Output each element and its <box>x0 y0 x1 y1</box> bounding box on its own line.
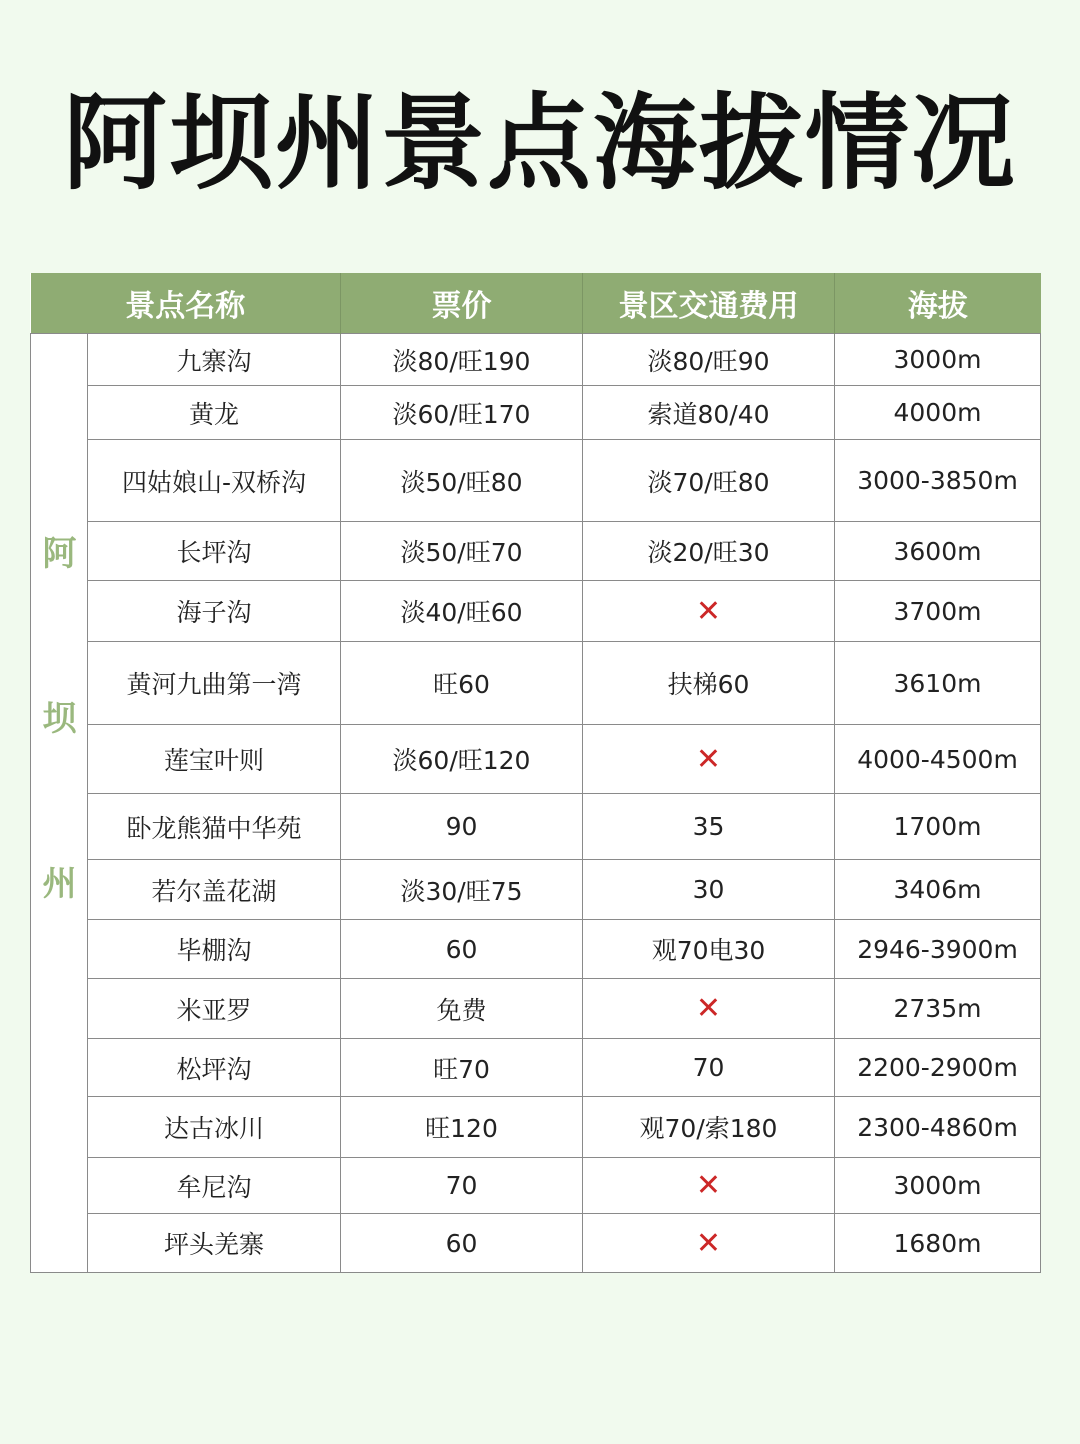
cell-name-text: 海子沟 <box>176 598 252 627</box>
cell-transport <box>583 581 835 642</box>
cell-name-text: 长坪沟 <box>176 538 252 567</box>
cell-transport <box>583 725 835 794</box>
cell-altitude-text: 3610m <box>893 668 982 698</box>
cell-price <box>341 522 583 581</box>
cell-transport <box>583 386 835 440</box>
cell-name-text: 达古冰川 <box>163 1114 264 1143</box>
cell-price-text: 60 <box>445 1228 478 1258</box>
table-row <box>31 1158 1041 1214</box>
cell-altitude <box>835 725 1041 794</box>
header-price: 票价 <box>341 273 583 334</box>
cell-name-text: 松坪沟 <box>176 1054 252 1084</box>
table-row <box>31 1097 1041 1158</box>
cell-transport <box>583 522 835 581</box>
cell-altitude <box>835 1214 1041 1273</box>
table-row <box>31 979 1041 1039</box>
cell-altitude-text: 1700m <box>893 812 982 841</box>
table-row <box>31 522 1041 581</box>
region-label-char: 阿 <box>42 534 77 574</box>
cell-altitude <box>835 1158 1041 1214</box>
cell-altitude <box>835 642 1041 725</box>
cell-name <box>88 522 341 581</box>
cell-name-text: 莲宝叶则 <box>163 746 264 775</box>
cell-transport <box>583 794 835 860</box>
cell-name-text: 黄河九曲第一湾 <box>126 670 302 699</box>
page-title: 阿坝州景点海拔情况 <box>62 82 1017 204</box>
cell-price <box>341 1097 583 1158</box>
cell-altitude-text: 1680m <box>893 1228 982 1258</box>
cell-altitude <box>835 334 1041 386</box>
cell-altitude <box>835 386 1041 440</box>
table-row <box>31 642 1041 725</box>
cell-altitude <box>835 860 1041 920</box>
cell-price-text: 淡40/旺60 <box>400 598 523 627</box>
cell-altitude <box>835 920 1041 979</box>
cell-transport <box>583 642 835 725</box>
cell-price-text: 60 <box>445 934 478 964</box>
cell-price <box>341 860 583 920</box>
cell-name-text: 坪头羌寨 <box>163 1230 264 1259</box>
cell-altitude-text: 3700m <box>893 596 982 626</box>
cell-transport-text: 30 <box>692 875 725 904</box>
cell-altitude <box>835 581 1041 642</box>
cell-name <box>88 1097 341 1158</box>
cell-price <box>341 1214 583 1273</box>
not-available-mark: ✕ <box>695 593 722 629</box>
table-row <box>31 581 1041 642</box>
cell-altitude <box>835 522 1041 581</box>
cell-name-text: 毕棚沟 <box>176 936 252 965</box>
cell-name-text: 卧龙熊猫中华苑 <box>126 813 302 843</box>
cell-name <box>88 440 341 522</box>
cell-price <box>341 386 583 440</box>
cell-price-text: 淡50/旺70 <box>400 538 523 567</box>
header-altitude: 海拔 <box>835 273 1041 334</box>
cell-name-text: 牟尼沟 <box>176 1172 252 1202</box>
cell-altitude <box>835 794 1041 860</box>
cell-transport-text: 淡80/旺90 <box>647 346 770 376</box>
cell-price-text: 淡60/旺170 <box>392 399 531 429</box>
not-available-mark: ✕ <box>695 741 722 777</box>
cell-name <box>88 794 341 860</box>
cell-transport <box>583 440 835 522</box>
cell-price-text: 90 <box>445 812 478 841</box>
not-available-mark: ✕ <box>695 991 722 1026</box>
cell-altitude-text: 3406m <box>893 875 982 904</box>
cell-name-text: 米亚罗 <box>176 995 252 1025</box>
region-cell <box>31 334 88 1273</box>
not-available-mark: ✕ <box>695 1225 722 1261</box>
cell-transport <box>583 1158 835 1214</box>
cell-name <box>88 1214 341 1273</box>
cell-name-text: 黄龙 <box>188 399 239 429</box>
cell-transport-text: 观70/索180 <box>639 1114 778 1143</box>
cell-altitude <box>835 440 1041 522</box>
cell-altitude-text: 3000-3850m <box>857 466 1018 495</box>
cell-transport-text: 淡70/旺80 <box>647 467 770 497</box>
cell-transport-text: 淡20/旺30 <box>647 538 770 567</box>
cell-name <box>88 334 341 386</box>
cell-price <box>341 1158 583 1214</box>
cell-altitude-text: 3000m <box>893 345 982 374</box>
table-row <box>31 860 1041 920</box>
cell-altitude-text: 2300-4860m <box>857 1112 1018 1142</box>
cell-name-text: 四姑娘山-双桥沟 <box>121 467 307 497</box>
table-row <box>31 920 1041 979</box>
cell-altitude <box>835 1097 1041 1158</box>
cell-price <box>341 581 583 642</box>
cell-price-text: 旺60 <box>433 670 490 699</box>
header-name: 景点名称 <box>31 273 341 334</box>
table-row <box>31 334 1041 386</box>
cell-price <box>341 979 583 1039</box>
cell-name <box>88 642 341 725</box>
region-label-char: 州 <box>42 864 77 904</box>
region-label-char: 坝 <box>42 699 77 739</box>
cell-transport <box>583 1097 835 1158</box>
cell-price <box>341 920 583 979</box>
cell-altitude-text: 3000m <box>893 1171 982 1200</box>
cell-transport <box>583 334 835 386</box>
cell-price <box>341 642 583 725</box>
cell-price-text: 淡30/旺75 <box>400 876 523 906</box>
table-row <box>31 1214 1041 1273</box>
cell-altitude <box>835 1039 1041 1097</box>
cell-name <box>88 581 341 642</box>
cell-transport <box>583 860 835 920</box>
cell-altitude-text: 4000m <box>893 398 982 427</box>
table-row <box>31 386 1041 440</box>
cell-price-text: 免费 <box>436 995 487 1025</box>
table-body <box>31 334 1041 1273</box>
cell-name <box>88 725 341 794</box>
cell-price <box>341 1039 583 1097</box>
attractions-table <box>30 273 1041 1273</box>
table-row <box>31 725 1041 794</box>
cell-altitude-text: 2946-3900m <box>857 934 1018 964</box>
cell-price <box>341 725 583 794</box>
cell-altitude <box>835 979 1041 1039</box>
cell-name <box>88 386 341 440</box>
cell-price-text: 70 <box>445 1171 478 1200</box>
cell-transport-text: 70 <box>692 1053 725 1082</box>
cell-name <box>88 979 341 1039</box>
table-header-row <box>31 273 1041 334</box>
cell-altitude-text: 2200-2900m <box>857 1053 1018 1082</box>
cell-price <box>341 794 583 860</box>
cell-transport-text: 扶梯60 <box>667 670 750 699</box>
cell-price <box>341 334 583 386</box>
cell-name <box>88 1039 341 1097</box>
cell-transport <box>583 920 835 979</box>
header-transport: 景区交通费用 <box>583 273 835 334</box>
table-row <box>31 1039 1041 1097</box>
table-row <box>31 794 1041 860</box>
cell-altitude-text: 4000-4500m <box>857 744 1018 774</box>
not-available-mark: ✕ <box>695 1168 722 1203</box>
cell-transport-text: 索道80/40 <box>647 399 770 429</box>
cell-price-text: 淡60/旺120 <box>392 746 531 775</box>
cell-altitude-text: 3600m <box>893 536 982 566</box>
cell-transport <box>583 979 835 1039</box>
cell-name-text: 若尔盖花湖 <box>151 876 277 906</box>
table-row <box>31 440 1041 522</box>
cell-price-text: 旺70 <box>433 1054 490 1084</box>
cell-price-text: 淡80/旺190 <box>392 346 531 376</box>
cell-transport <box>583 1214 835 1273</box>
cell-price-text: 淡50/旺80 <box>400 467 523 497</box>
cell-name-text: 九寨沟 <box>176 346 252 376</box>
cell-price-text: 旺120 <box>425 1114 498 1143</box>
cell-transport-text: 观70电30 <box>651 936 766 965</box>
cell-price <box>341 440 583 522</box>
cell-transport-text: 35 <box>692 812 725 841</box>
cell-name <box>88 860 341 920</box>
cell-altitude-text: 2735m <box>893 994 982 1023</box>
cell-name <box>88 1158 341 1214</box>
cell-name <box>88 920 341 979</box>
cell-transport <box>583 1039 835 1097</box>
